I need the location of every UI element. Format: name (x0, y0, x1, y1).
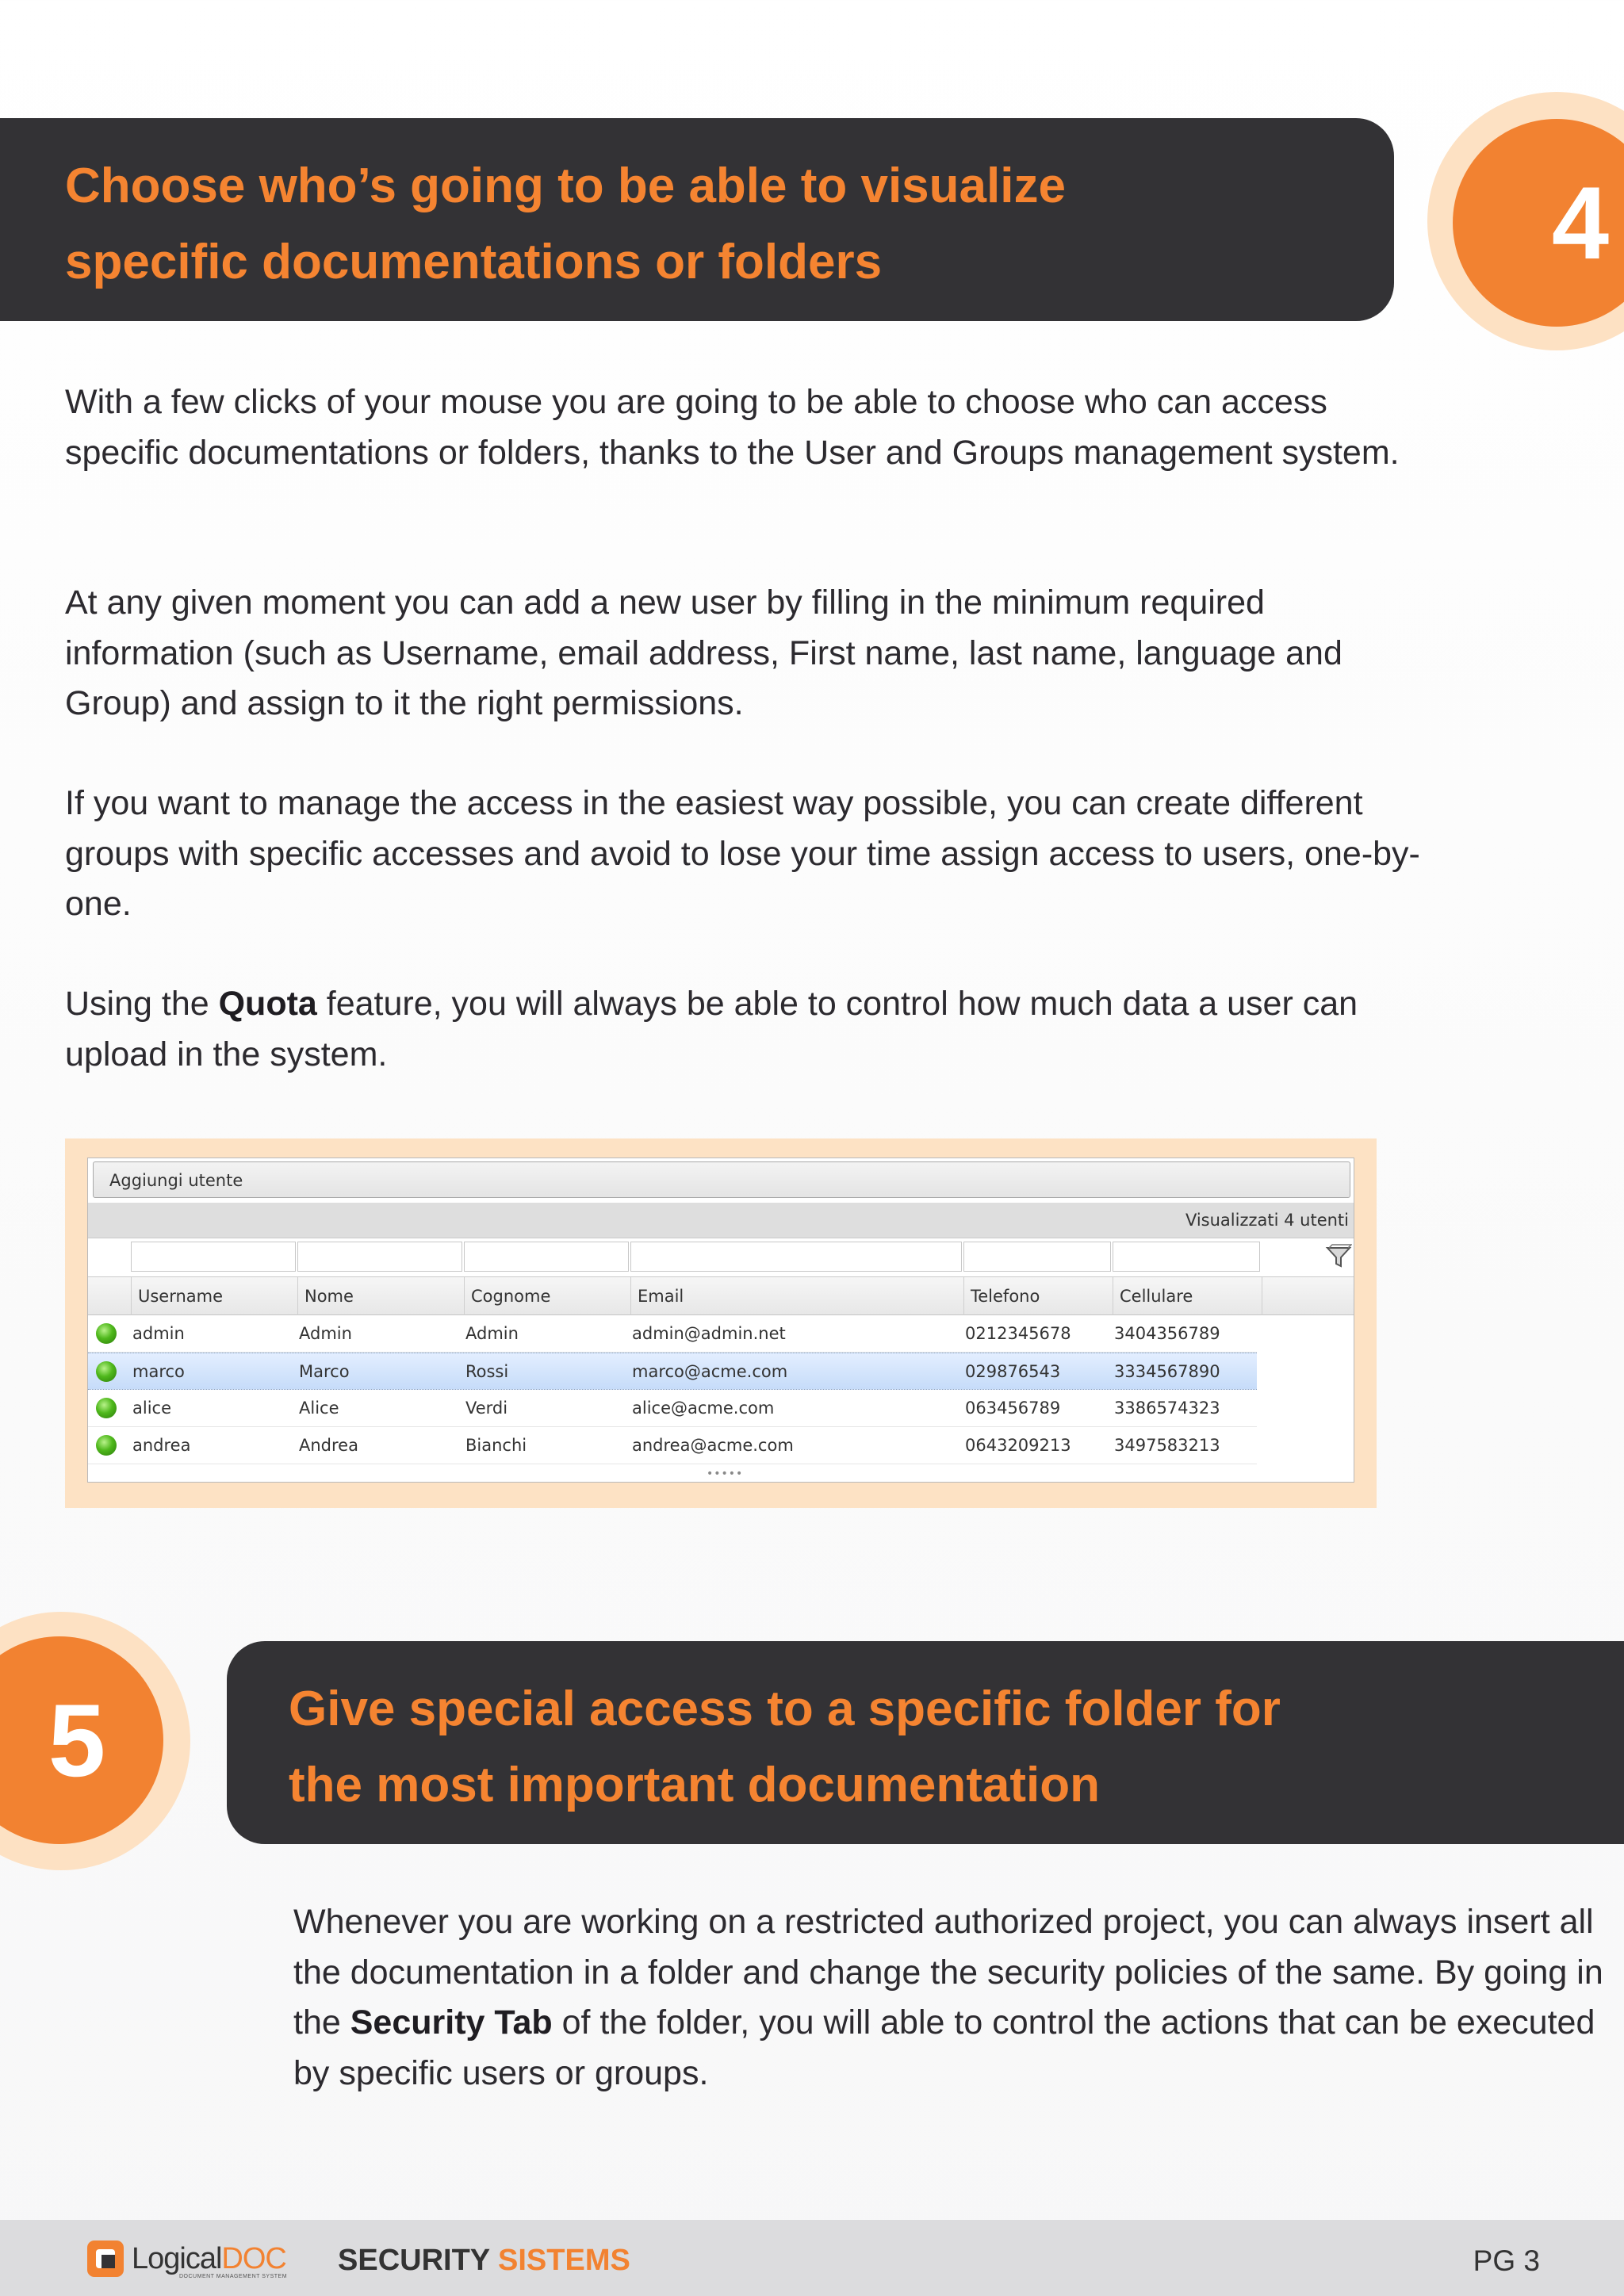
section-4-paragraph-1: With a few clicks of your mouse you are going to be able to choose who can access specific documentations or folders, thanks to the User and Groups management system. (65, 383, 1400, 472)
filter-row (88, 1238, 1354, 1277)
resize-grip[interactable]: ••••• (707, 1468, 744, 1480)
cell-telefono: 0643209213 (965, 1436, 1071, 1455)
table-row[interactable] (88, 1315, 1257, 1353)
cell-nome: Alice (299, 1399, 339, 1418)
cell-cellulare: 3497583213 (1114, 1436, 1220, 1455)
cell-telefono: 063456789 (965, 1399, 1061, 1418)
user-count-text: Visualizzati 4 utenti (1185, 1211, 1349, 1230)
filter-telefono-input[interactable] (963, 1242, 1111, 1272)
column-header[interactable]: Nome (297, 1277, 464, 1315)
cell-telefono: 0212345678 (965, 1324, 1071, 1343)
column-header[interactable]: Username (131, 1277, 297, 1315)
cell-nome: Andrea (299, 1436, 358, 1455)
logo-main-text: Logical (132, 2242, 222, 2275)
table-row-selected[interactable] (88, 1353, 1257, 1390)
section-5-paragraph (293, 1897, 1610, 2099)
footer-title-main: SECURITY (338, 2244, 490, 2277)
cell-nome: Marco (299, 1362, 350, 1381)
cell-cognome: Admin (465, 1324, 519, 1343)
section-4-title-line-2: specific documentations or folders (65, 235, 883, 289)
section-5-title-line-1: Give special access to a specific folder for (289, 1682, 1281, 1736)
cell-email: andrea@acme.com (632, 1436, 794, 1455)
filter-cellulare-input[interactable] (1113, 1242, 1260, 1272)
section-5-text-before: Whenever you are working on a restricted authorized project, you can always insert all the documentation in a folder and change the security policies of the same. By going in the (293, 1903, 1603, 2042)
section-4-paragraph-2: At any given moment you can add a new user by filling in the minimum required information (such as Username, email address, First name, last name, language and Group) and assign to it the right permissions. (65, 584, 1342, 722)
cell-telefono: 029876543 (965, 1362, 1061, 1381)
section-4-paragraph-4 (65, 979, 1429, 1080)
user-status-icon (96, 1435, 117, 1456)
cell-username: marco (132, 1362, 185, 1381)
section-4-title-line-1: Choose who’s going to be able to visualize (65, 159, 1066, 213)
quota-keyword: Quota (218, 985, 317, 1023)
column-header[interactable]: Cellulare (1113, 1277, 1262, 1315)
cell-cellulare: 3404356789 (1114, 1324, 1220, 1343)
section-5-banner (227, 1641, 1624, 1844)
section-5-number-badge: 5 (0, 1636, 163, 1844)
status-column-header (88, 1277, 131, 1315)
user-status-icon (96, 1361, 117, 1382)
filter-nome-input[interactable] (297, 1242, 462, 1272)
cell-username: andrea (132, 1436, 191, 1455)
paragraph-4-text-before: Using the (65, 985, 219, 1023)
section-5-title-line-2: the most important documentation (289, 1758, 1100, 1812)
add-user-button[interactable]: Aggiungi utente (109, 1171, 243, 1190)
section-5-text-after: of the folder, you will able to control the actions that can be executed by specific users or groups. (293, 2003, 1595, 2092)
column-header[interactable]: Telefono (963, 1277, 1113, 1315)
page-footer (0, 2220, 1624, 2296)
user-status-icon (96, 1398, 117, 1418)
cell-username: alice (132, 1399, 172, 1418)
user-panel (87, 1158, 1354, 1483)
user-panel-toolbar (93, 1161, 1350, 1198)
logo-subtitle: DOCUMENT MANAGEMENT SYSTEM (179, 2274, 288, 2279)
cell-username: admin (132, 1324, 185, 1343)
cell-cognome: Rossi (465, 1362, 509, 1381)
footer-title-accent: SISTEMS (498, 2244, 630, 2277)
filter-email-input[interactable] (630, 1242, 962, 1272)
table-header (88, 1277, 1354, 1315)
cell-cellulare: 3334567890 (1114, 1362, 1220, 1381)
logicaldoc-logo-icon (86, 2239, 125, 2279)
logicaldoc-logo (86, 2239, 288, 2279)
cell-cognome: Bianchi (465, 1436, 527, 1455)
extra-column-header (1262, 1277, 1354, 1315)
logo-wordmark (132, 2242, 286, 2276)
filter-funnel-icon[interactable] (1325, 1243, 1352, 1270)
cell-cellulare: 3386574323 (1114, 1399, 1220, 1418)
user-status-icon (96, 1323, 117, 1344)
user-management-screenshot (65, 1138, 1377, 1508)
footer-title (338, 2244, 630, 2278)
section-4-number-badge: 4 (1453, 119, 1624, 327)
page-number: PG 3 (1473, 2244, 1540, 2277)
column-header[interactable]: Cognome (464, 1277, 630, 1315)
table-row[interactable] (88, 1427, 1257, 1464)
filter-cognome-input[interactable] (464, 1242, 629, 1272)
security-tab-keyword: Security Tab (350, 2003, 553, 2042)
cell-email: marco@acme.com (632, 1362, 788, 1381)
table-row[interactable] (88, 1390, 1257, 1427)
column-header[interactable]: Email (630, 1277, 963, 1315)
cell-cognome: Verdi (465, 1399, 508, 1418)
section-4-banner (0, 118, 1394, 321)
cell-nome: Admin (299, 1324, 352, 1343)
cell-email: admin@admin.net (632, 1324, 786, 1343)
filter-username-input[interactable] (131, 1242, 296, 1272)
logo-accent-text: DOC (221, 2242, 286, 2275)
section-4-paragraph-3: If you want to manage the access in the easiest way possible, you can create different groups with specific accesses and avoid to lose your time assign access to users, one-by-one. (65, 784, 1420, 923)
cell-email: alice@acme.com (632, 1399, 775, 1418)
paragraph-4-text-after: feature, you will always be able to control how much data a user can upload in the system. (65, 985, 1358, 1073)
user-count-bar (88, 1203, 1354, 1238)
